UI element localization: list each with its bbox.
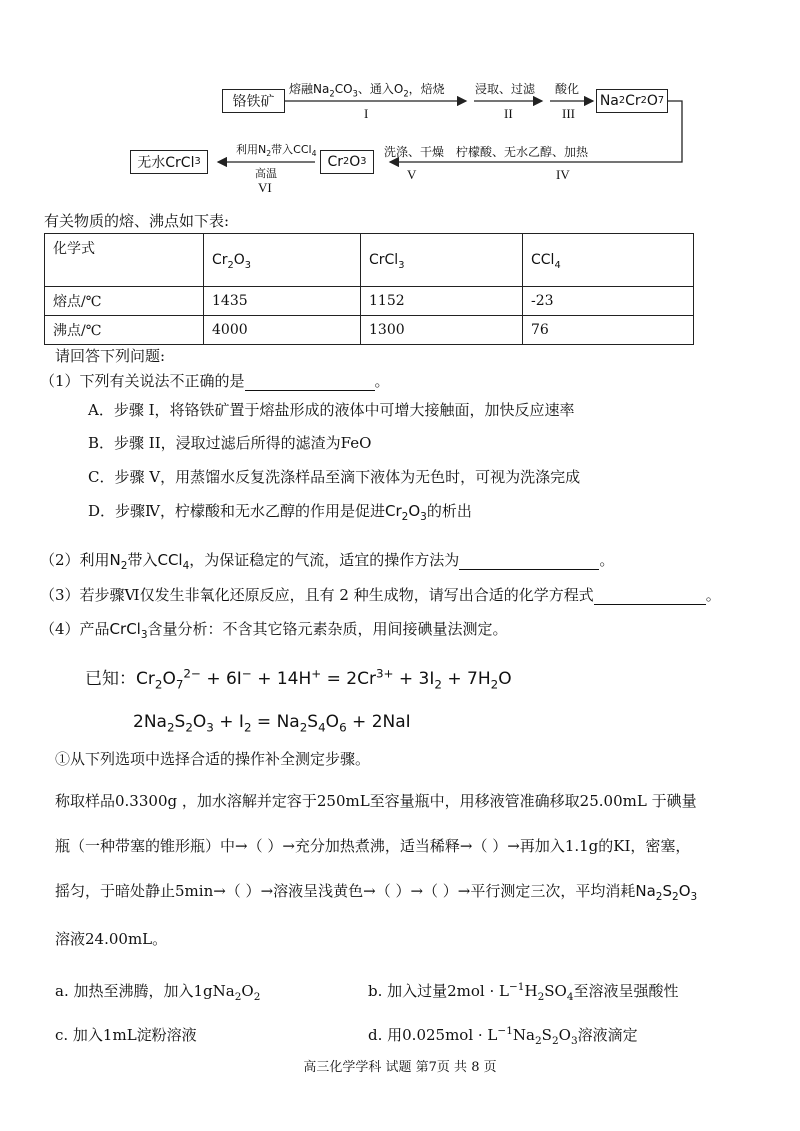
choice-a: a. 加热至沸腾，加入$1gNa_2O_2$ xyxy=(55,982,261,1003)
table-col-cr2o3: $Cr_2O_3$ xyxy=(204,234,361,287)
step1-condition: 熔融$Na_2CO_3$、通入$O_2$，焙烧 xyxy=(289,82,445,99)
table-row-label: 熔点/℃ xyxy=(45,287,204,316)
choice-b: b. 加入过量$2mol \cdot L^{-1}H_2SO_4$至溶液呈强酸性 xyxy=(368,981,679,1003)
step6-condition: 利用$N_2$带入CCl$_4$ xyxy=(236,143,317,159)
table-row xyxy=(45,287,694,316)
na2cr2o7-box: Na 2 Cr 2 O 7 xyxy=(596,89,668,113)
table-cell: 1152 xyxy=(361,287,523,316)
table-cell: 1300 xyxy=(361,316,523,345)
procedure-line-3: 摇匀，于暗处静止5min→（ ）→溶液呈浅黄色→（ ）→（ ）→平行测定三次，平均消耗$Na_2S_2O_3$ xyxy=(55,882,698,903)
step4-condition: 柠檬酸、无水乙醇、加热 xyxy=(456,145,589,159)
answer-blank-q2[interactable] xyxy=(459,555,599,570)
procedure-line-4: 溶液24.00mL。 xyxy=(55,930,168,948)
step3-condition: 酸化 xyxy=(555,82,580,96)
step6-label: VI xyxy=(258,180,272,195)
choice-c: c. 加入1mL淀粉溶液 xyxy=(55,1026,197,1044)
q1-option-a: A．步骤 I，将铬铁矿置于熔盐形成的液体中可增大接触面，加快反应速率 xyxy=(88,401,575,419)
question-2: （2）利用$N_2$带入CCl$_4$，为保证稳定的气流，适宜的操作方法为 。 xyxy=(40,551,615,572)
table-col-ccl4: CCl$_4$ xyxy=(523,234,694,287)
final-product-box: 无水CrCl 3 xyxy=(130,150,208,174)
page-footer: 高三化学学科 试题 第7页 共 8 页 xyxy=(303,1060,497,1075)
table-row-label: 沸点/℃ xyxy=(45,316,204,345)
answer-blank-q3[interactable] xyxy=(594,590,706,605)
question-4: （4）产品CrCl$_3$含量分析：不含其它铬元素杂质，用间接碘量法测定。 xyxy=(40,620,508,641)
table-cell: 4000 xyxy=(204,316,361,345)
step5-label: V xyxy=(407,167,417,182)
table-col-crcl3: CrCl$_3$ xyxy=(361,234,523,287)
step6-condition-temp: 高温 xyxy=(255,167,277,180)
table-row xyxy=(45,316,694,345)
table-intro: 有关物质的熔、沸点如下表: xyxy=(44,212,230,230)
flow-arrows xyxy=(0,0,800,200)
property-table xyxy=(44,233,694,345)
equation-1: 已知：$Cr_2O_7^{2-} + 6I^- + 14H^+ = 2Cr^{3+} + 3I_2 + 7H_2O$ xyxy=(85,666,512,692)
q1-option-c: C．步骤 V，用蒸馏水反复洗涤样品至滴下液体为无色时，可视为洗涤完成 xyxy=(88,468,581,486)
step2-condition: 浸取、过滤 xyxy=(475,82,536,96)
step1-label: I xyxy=(364,106,369,121)
q1-option-d: D．步骤Ⅳ，柠檬酸和无水乙醇的作用是促进$Cr_2O_3$的析出 xyxy=(88,502,472,523)
cr2o3-box: Cr 2 O 3 xyxy=(320,150,374,174)
table-cell: 76 xyxy=(523,316,694,345)
table-header-label: 化学式 xyxy=(45,234,204,287)
equation-2: $2Na_2S_2O_3 + I_2 = Na_2S_4O_6 + 2NaI$ xyxy=(133,712,411,735)
choice-d: d. 用$0.025mol \cdot L^{-1}Na_2S_2O_3$溶液滴定 xyxy=(368,1025,638,1047)
step2-label: II xyxy=(504,106,513,121)
procedure-line-2: 瓶（一种带塞的锥形瓶）中→（ ）→充分加热煮沸，适当稀释→（ ）→再加入1.1g的KI，密塞， xyxy=(55,837,691,855)
question-1: （1）下列有关说法不正确的是 。 xyxy=(40,372,390,390)
question-3: （3）若步骤Ⅵ仅发生非氧化还原反应，且有 2 种生成物，请写出合适的化学方程式 。 xyxy=(40,586,721,604)
table-cell: 1435 xyxy=(204,287,361,316)
step3-label: III xyxy=(562,106,575,121)
answer-blank-q1[interactable] xyxy=(245,376,375,391)
table-cell: -23 xyxy=(523,287,694,316)
procedure-line-1: 称取样品0.3300g ，加水溶解并定容于250mL至容量瓶中，用移液管准确移取25.00mL 于碘量 xyxy=(55,792,697,810)
q1-option-b: B．步骤 II，浸取过滤后所得的滤渣为FeO xyxy=(88,434,372,452)
step5-condition: 洗涤、干燥 xyxy=(384,145,445,159)
step4-label: IV xyxy=(556,167,570,182)
ore-box: 铬铁矿 xyxy=(222,89,285,113)
questions-prompt: 请回答下列问题: xyxy=(55,347,166,365)
sub-question-1: ①从下列选项中选择合适的操作补全测定步骤。 xyxy=(55,750,371,768)
